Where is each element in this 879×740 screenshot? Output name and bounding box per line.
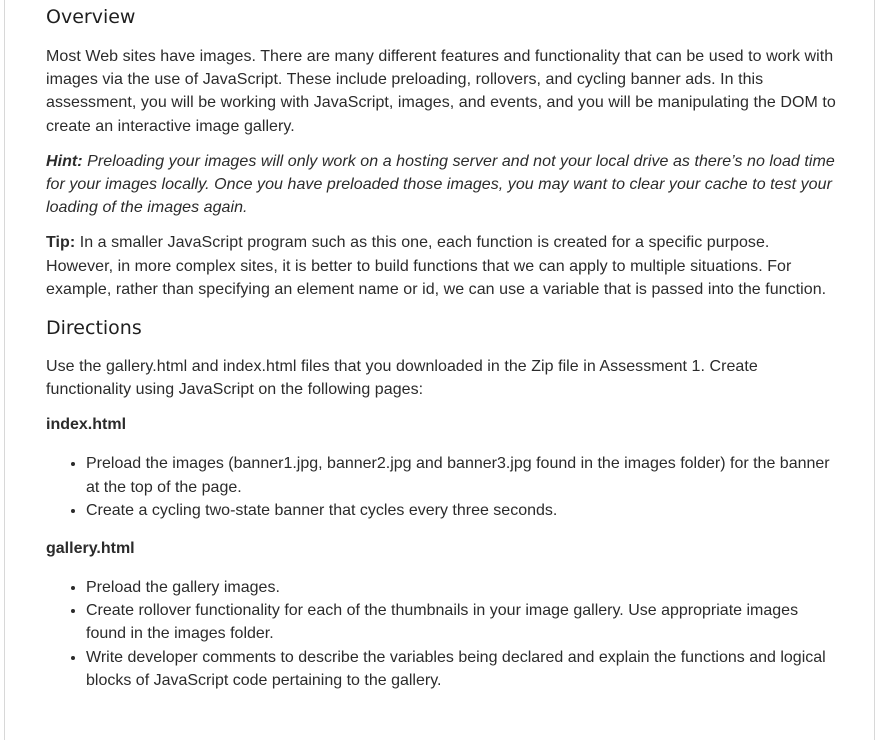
- document-content: [46, 0, 836, 707]
- tip-paragraph: [46, 231, 836, 301]
- tip-text: In a smaller JavaScript program such as this one, each function is created for a specific purpose. However, in more complex sites, it is better to build functions that we can apply to multiple situations. For example, rather than specifying an element name or id, we can use a variable that is passed into the function.: [46, 234, 827, 298]
- gallery-html-list: [46, 576, 836, 692]
- hint-text: Preloading your images will only work on a hosting server and not your local drive as there’s no load time for your images locally. Once you have preloaded those images, you may want to clear your cache to test your loading of the images again.: [46, 152, 835, 217]
- directions-heading: Directions: [46, 317, 142, 340]
- hint-paragraph: [46, 150, 836, 220]
- list-item: • Preload the images (banner1.jpg, banner2.jpg and banner3.jpg found in the images folder) for the banner at the top of the page.: [86, 452, 836, 498]
- list-item: • Preload the gallery images.: [86, 576, 836, 599]
- list-item: • Create a cycling two-state banner that cycles every three seconds.: [86, 499, 836, 522]
- list-item: • Create rollover functionality for each of the thumbnails in your image gallery. Use appropriate images found in the images folder.: [86, 599, 836, 645]
- document-page: [4, 0, 875, 740]
- overview-heading: Overview: [46, 6, 136, 28]
- gallery-html-heading: gallery.html: [46, 540, 135, 558]
- overview-paragraph: Most Web sites have images. There are many different features and functionality that can be used to work with images via the use of JavaScript. These include preloading, rollovers, and cycling banner ads. In this assessment, you will be working with JavaScript, images, and events, and you will be manipulating the DOM to create an interactive image gallery.: [46, 48, 836, 135]
- directions-paragraph: Use the gallery.html and index.html files that you downloaded in the Zip file in Assessment 1. Create functionality using JavaScript on the following pages:: [46, 358, 758, 399]
- tip-label: Tip:: [46, 234, 76, 252]
- hint-label: Hint:: [46, 152, 83, 170]
- index-html-heading: index.html: [46, 416, 127, 434]
- list-item: • Write developer comments to describe the variables being declared and explain the functions and logical blocks of JavaScript code pertaining to the gallery.: [86, 646, 836, 692]
- index-html-list: [46, 452, 836, 522]
